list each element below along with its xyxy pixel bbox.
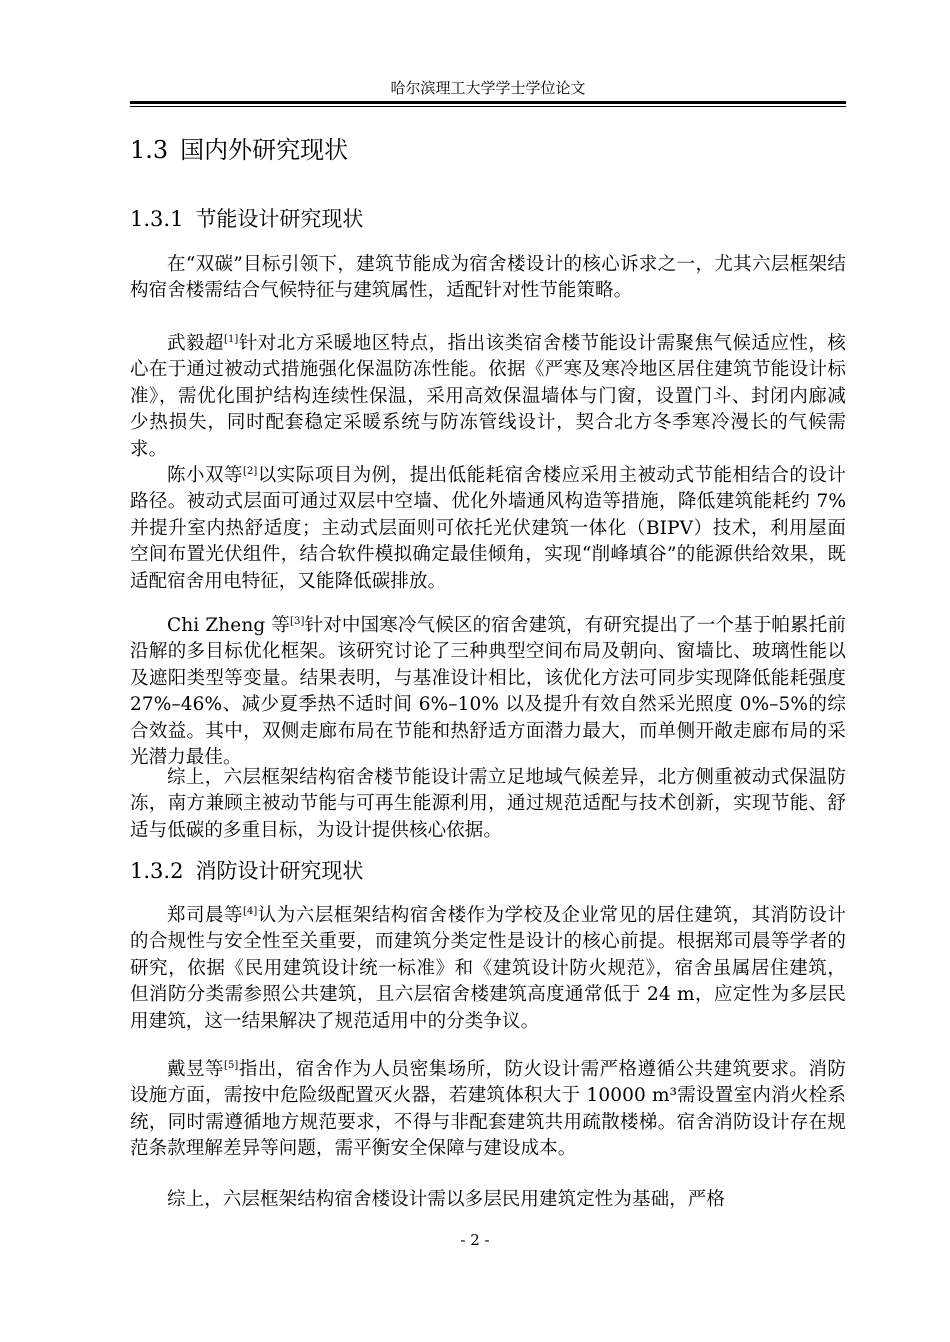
subsection-title: 消防设计研究现状 bbox=[195, 859, 364, 883]
citation-ref: [4] bbox=[242, 905, 258, 917]
paragraph-text: 针对北方采暖地区特点，指出该类宿舍楼节能设计需聚焦气候适应性，核心在于通过被动式措施强化保温防冻性能。依据《严寒及寒冷地区居住建筑节能设计标准》，需优化围护结构连续性保温，采用高效保温墙体与门窗，设置门斗、封闭内廊减少热损失，同时配套稳定采暖系统与防冻管线设计，契合北方冬季寒冷漫长的气候需求。 bbox=[130, 333, 846, 460]
header-rule-thick bbox=[130, 101, 846, 104]
subsection-number: 1.3.2 bbox=[130, 859, 184, 883]
paragraph bbox=[130, 765, 846, 844]
paragraph bbox=[130, 331, 846, 463]
citation-ref: [5] bbox=[223, 1059, 239, 1071]
paragraph-text: 综上，六层框架结构宿舍楼节能设计需立足地域气候差异，北方侧重被动式保温防冻，南方兼顾主被动节能与可再生能源利用，通过规范适配与技术创新，实现节能、舒适与低碳的多重目标，为设计提供核心依据。 bbox=[130, 767, 846, 841]
citation-ref: [1] bbox=[223, 333, 239, 345]
paragraph bbox=[130, 613, 846, 771]
paragraph bbox=[130, 903, 846, 1035]
paragraph bbox=[130, 463, 846, 595]
paragraph-text: 在“双碳”目标引领下，建筑节能成为宿舍楼设计的核心诉求之一，尤其六层框架结构宿舍楼需结合气候特征与建筑属性，适配针对性节能策略。 bbox=[130, 254, 846, 302]
running-header: 哈尔滨理工大学学士学位论文 bbox=[390, 79, 586, 97]
paragraph-text: 指出，宿舍作为人员密集场所，防火设计需严格遵循公共建筑要求。消防设施方面，需按中危险级配置灭火器，若建筑体积大于 10000 m³需设置室内消火栓系统，同时需遵循地方规范要求，不得与非配套建筑共用疏散楼梯。宿舍消防设计存在规范条款理解差异等问题，需平衡安全保障与建设成本。 bbox=[130, 1059, 846, 1160]
paragraph bbox=[130, 252, 846, 305]
paragraph bbox=[130, 1057, 846, 1163]
subsection-title: 节能设计研究现状 bbox=[195, 207, 364, 231]
paragraph-text: 戴昱等 bbox=[167, 1059, 224, 1080]
paragraph-text: Chi Zheng 等 bbox=[167, 615, 291, 636]
paragraph bbox=[130, 1187, 846, 1213]
section-number: 1.3 bbox=[130, 136, 169, 164]
header-rule-thin bbox=[130, 106, 846, 107]
paragraph-text: 郑司晨等 bbox=[167, 905, 243, 926]
paragraph-text: 武毅超 bbox=[167, 333, 224, 354]
citation-ref: [3] bbox=[290, 615, 305, 627]
subsection-heading-2 bbox=[130, 856, 363, 886]
paragraph-text: 陈小双等 bbox=[167, 465, 243, 486]
page-number: - 2 - bbox=[460, 1231, 490, 1249]
section-heading bbox=[130, 134, 348, 166]
subsection-number: 1.3.1 bbox=[130, 207, 184, 231]
paragraph-text: 针对中国寒冷气候区的宿舍建筑，有研究提出了一个基于帕累托前沿解的多目标优化框架。该研究讨论了三种典型空间布局及朝向、窗墙比、玻璃性能以及遮阳类型等变量。结果表明，与基准设计相比，该优化方法可同步实现降低能耗强度 27%–46%、减少夏季热不适时间 6%–10% 以及提升有效自然采光照度 0%–5%的综合效益。其中，双侧走廊布局在节能和热舒适方面潜力最大，而单侧开敞走廊布局的采光潜力最佳。 bbox=[130, 615, 846, 769]
paragraph-text: 以实际项目为例，提出低能耗宿舍楼应采用主被动式节能相结合的设计路径。被动式层面可通过双层中空墙、优化外墙通风构造等措施，降低建筑能耗约 7%并提升室内热舒适度；主动式层面则可依托光伏建筑一体化（BIPV）技术，利用屋面空间布置光伏组件，结合软件模拟确定最佳倾角，实现“削峰填谷”的能源供给效果，既适配宿舍用电特征，又能降低碳排放。 bbox=[130, 465, 846, 592]
paragraph-text: 认为六层框架结构宿舍楼作为学校及企业常见的居住建筑，其消防设计的合规性与安全性至关重要，而建筑分类定性是设计的核心前提。根据郑司晨等学者的研究，依据《民用建筑设计统一标准》和《建筑设计防火规范》，宿舍虽属居住建筑，但消防分类需参照公共建筑，且六层宿舍楼建筑高度通常低于 24 m，应定性为多层民用建筑，这一结果解决了规范适用中的分类争议。 bbox=[130, 905, 846, 1032]
paragraph-text: 综上，六层框架结构宿舍楼设计需以多层民用建筑定性为基础，严格 bbox=[167, 1189, 726, 1210]
subsection-heading-1 bbox=[130, 204, 363, 234]
section-title: 国内外研究现状 bbox=[180, 136, 349, 164]
citation-ref: [2] bbox=[242, 465, 258, 477]
